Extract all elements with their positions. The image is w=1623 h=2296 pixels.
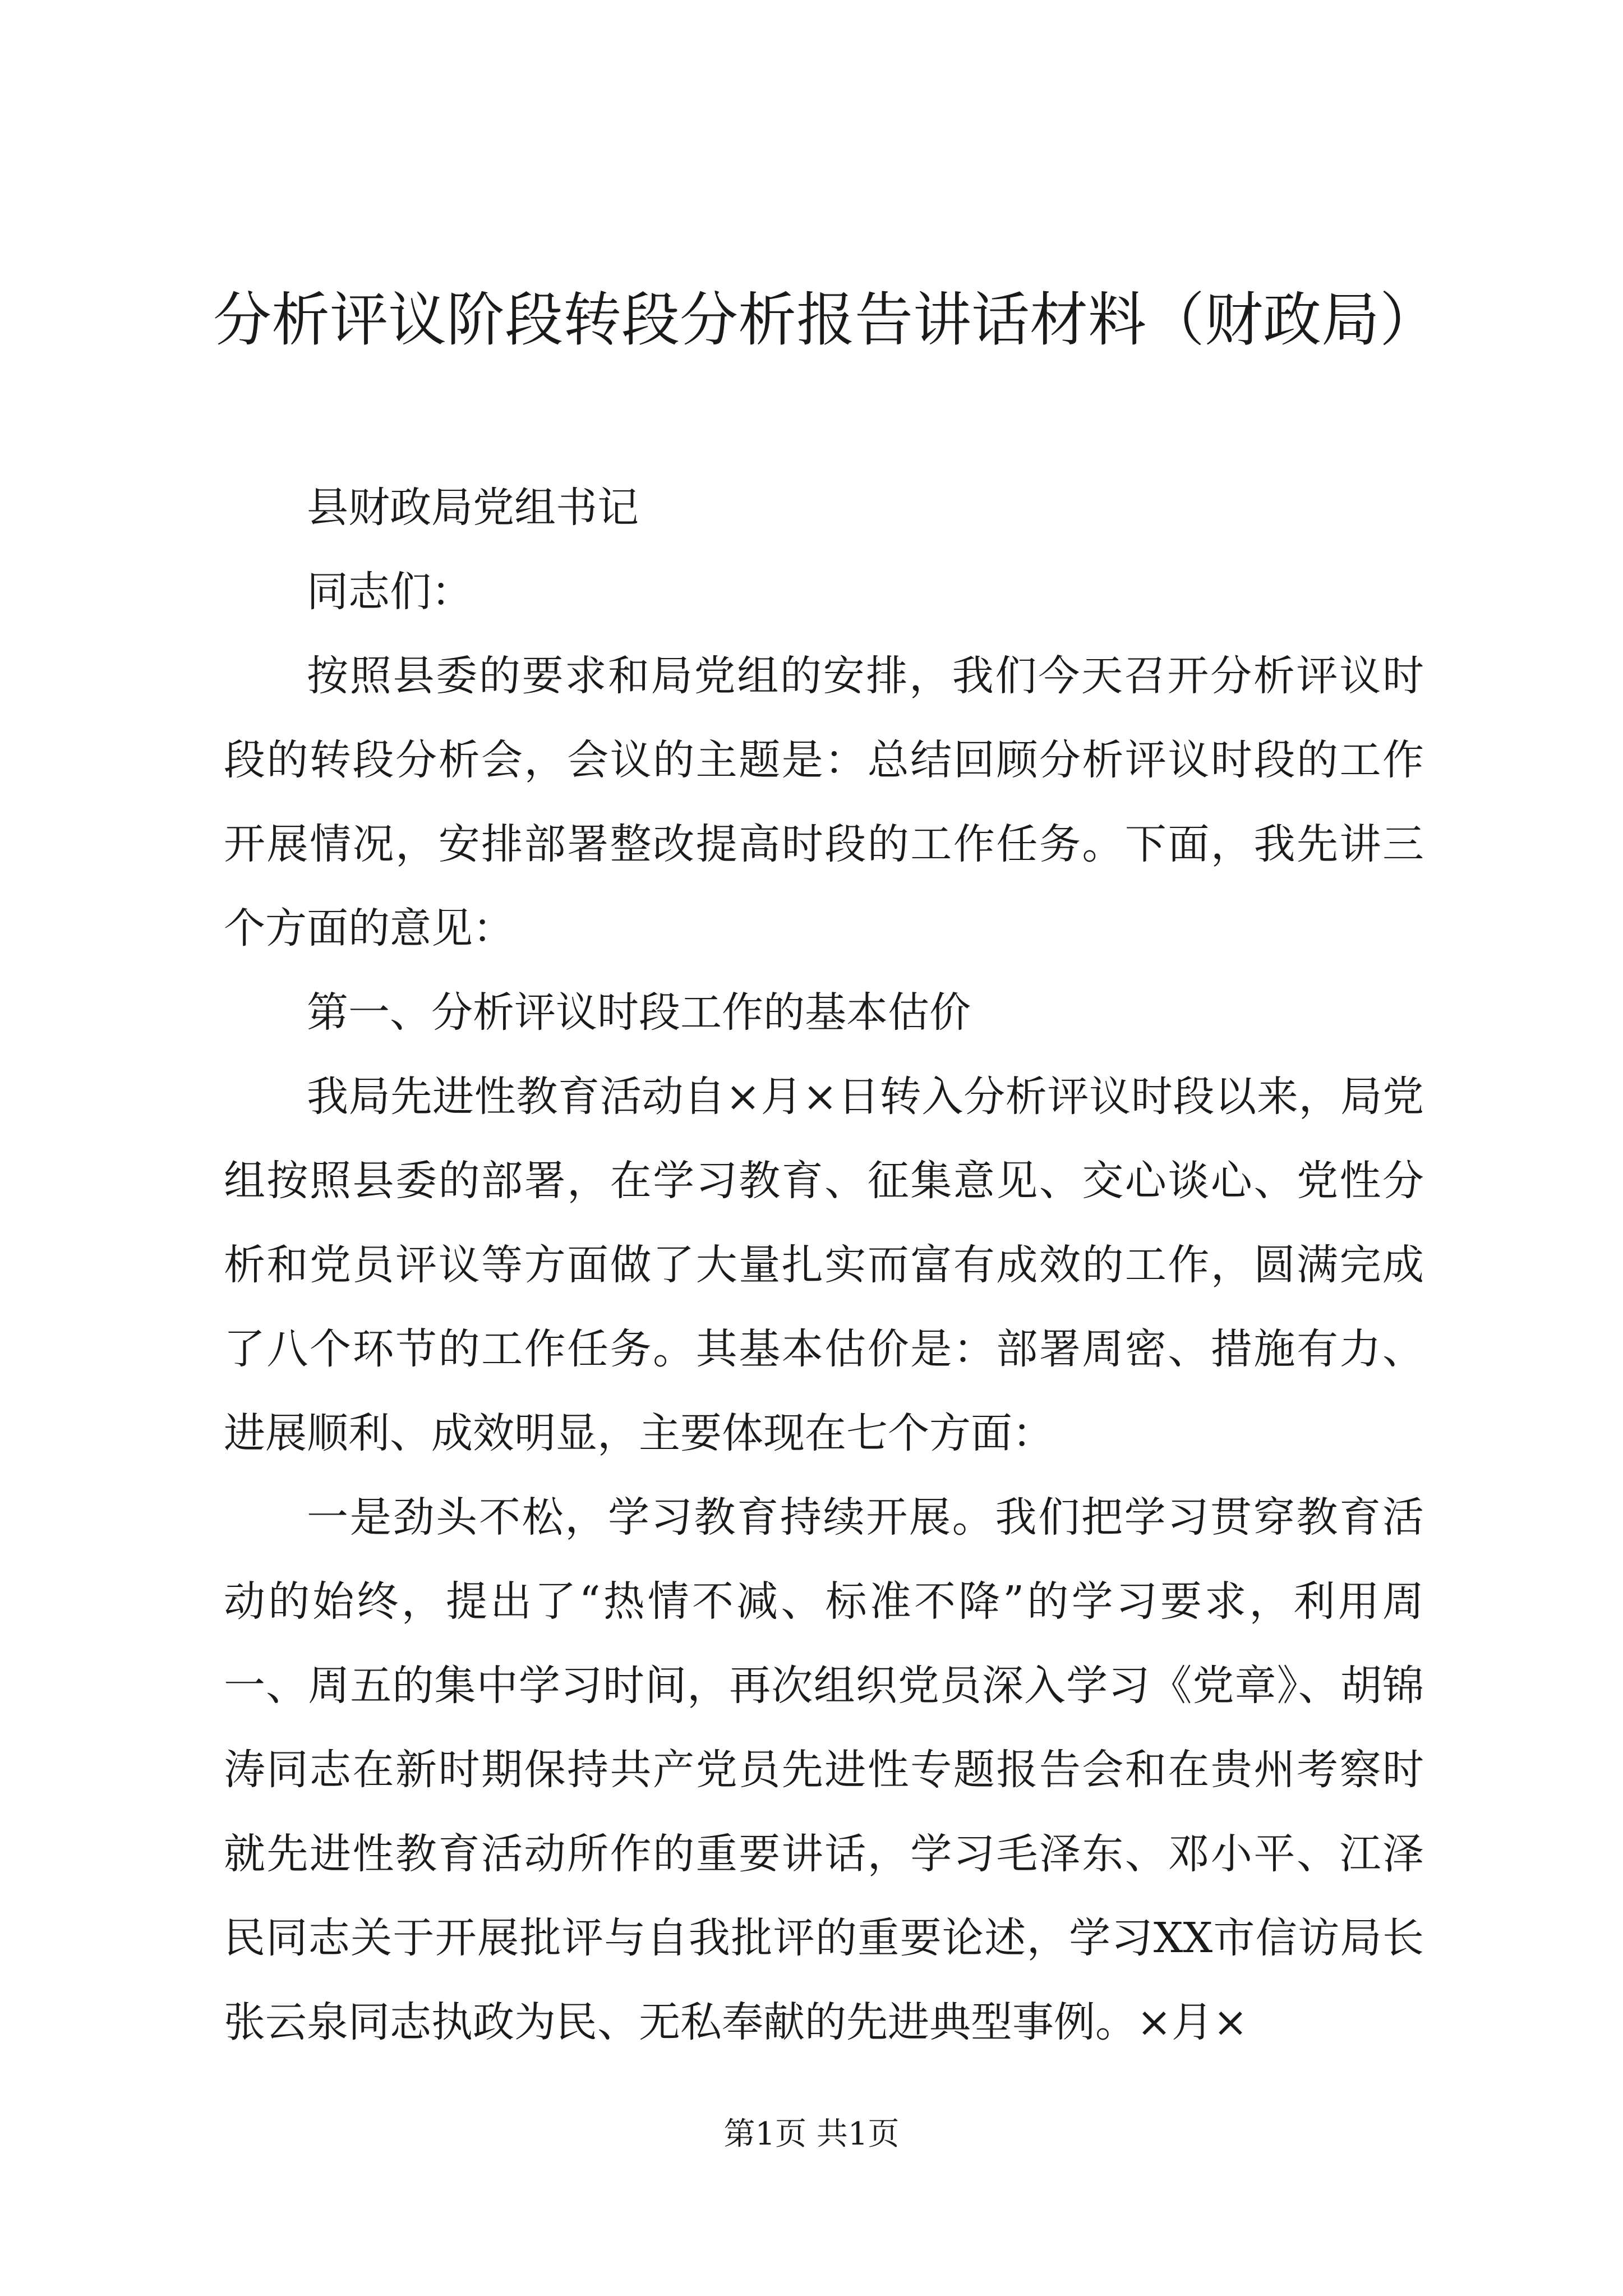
paragraph: 一是劲头不松，学习教育持续开展。我们把学习贯穿教育活动的始终，提出了“热情不减、标准不降”的学习要求，利用周一、周五的集中学习时间，再次组织党员深入学习《党章》、胡锦涛同志在新时期保持共产党员先进性专题报告会和在贵州考察时就先进性教育活动所作的重要讲话，学习毛泽东、邓小平、江泽民同志关于开展批评与自我批评的重要论述，学习XX市信访局长张云泉同志执政为民、无私奉献的先进典型事例。×月× — [224, 1493, 1424, 2046]
paragraph: 按照县委的要求和局党组的安排，我们今天召开分析评议时段的转段分析会，会议的主题是：总结回顾分析评议时段的工作开展情况，安排部署整改提高时段的工作任务。下面，我先讲三个方面的意见： — [224, 652, 1424, 953]
document-body — [224, 466, 1424, 2064]
page-footer: 第1页 共1页 — [723, 2116, 900, 2152]
salutation: 同志们： — [307, 568, 473, 616]
paragraph: 我局先进性教育活动自×月×日转入分析评议时段以来，局党组按照县委的部署，在学习教育、征集意见、交心谈心、党性分析和党员评议等方面做了大量扎实而富有成效的工作，圆满完成了八个环节的工作任务。其基本估价是：部署周密、措施有力、进展顺利、成效明显，主要体现在七个方面： — [224, 1073, 1424, 1457]
author-line: 县财政局党组书记 — [307, 484, 639, 532]
section-heading: 第一、分析评议时段工作的基本估价 — [307, 988, 971, 1037]
document-title: 分析评议阶段转段分析报告讲话材料（财政局） — [213, 286, 1438, 354]
